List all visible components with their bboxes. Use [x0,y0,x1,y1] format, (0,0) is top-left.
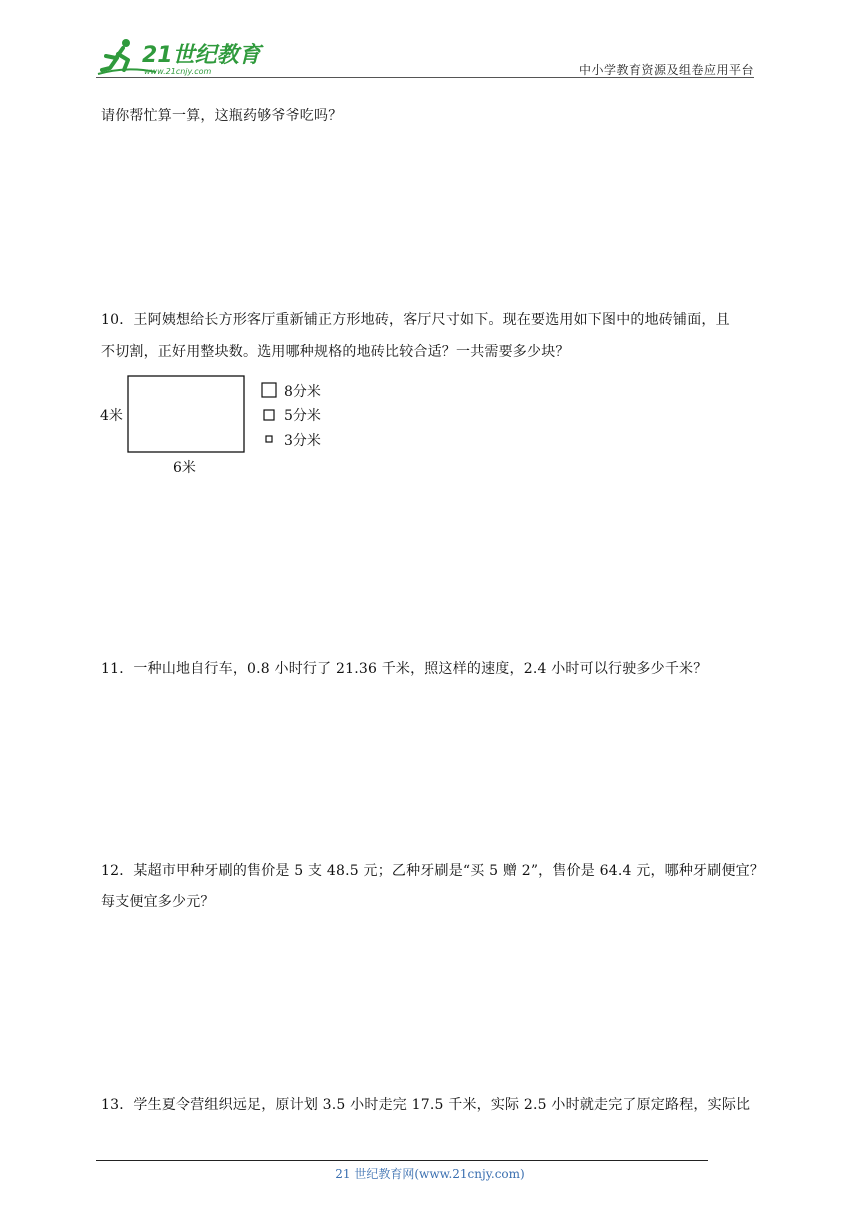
tile-3dm-square [266,436,272,442]
question-9-tail: 请你帮忙算一算，这瓶药够爷爷吃吗？ [101,108,343,124]
footer-text: 21 世纪教育网(www.21cnjy.com) [335,1167,525,1181]
header-divider [96,77,754,78]
tile-8dm-label: 8分米 [284,384,321,400]
room-rectangle [128,376,244,452]
logo-text: 21世纪教育 [142,43,261,68]
footer-divider [96,1160,708,1161]
tile-5dm-square [264,410,274,420]
question-12-line-1: 12．某超市甲种牙刷的售价是 5 支 48.5 元；乙种牙刷是“买 5 赠 2”，售价是 64.4 元，哪种牙刷便宜？ [101,863,765,879]
question-10-line-1: 10．王阿姨想给长方形客厅重新铺正方形地砖，客厅尺寸如下。现在要选用如下图中的地砖铺面，且 [101,312,730,328]
room-tile-figure [96,366,346,478]
tile-3dm-label: 3分米 [284,433,321,449]
logo-url: www.21cnjy.com [144,67,212,76]
question-13-line-1: 13．学生夏令营组织远足，原计划 3.5 小时走完 17.5 千米，实际 2.5 小时就走完了原定路程，实际比 [101,1097,751,1113]
room-height-label: 4米 [100,408,123,424]
question-11: 11．一种山地自行车，0.8 小时行了 21.36 千米，照这样的速度，2.4 小时可以行驶多少千米？ [101,661,708,677]
tile-5dm-label: 5分米 [284,408,321,424]
room-width-label: 6米 [173,460,196,476]
platform-name: 中小学教育资源及组卷应用平台 [578,63,754,77]
question-10-line-2: 不切割，正好用整块数。选用哪种规格的地砖比较合适？一共需要多少块？ [101,344,570,360]
question-12-line-2: 每支便宜多少元？ [101,894,215,910]
tile-8dm-square [262,383,276,397]
site-logo [96,36,266,78]
